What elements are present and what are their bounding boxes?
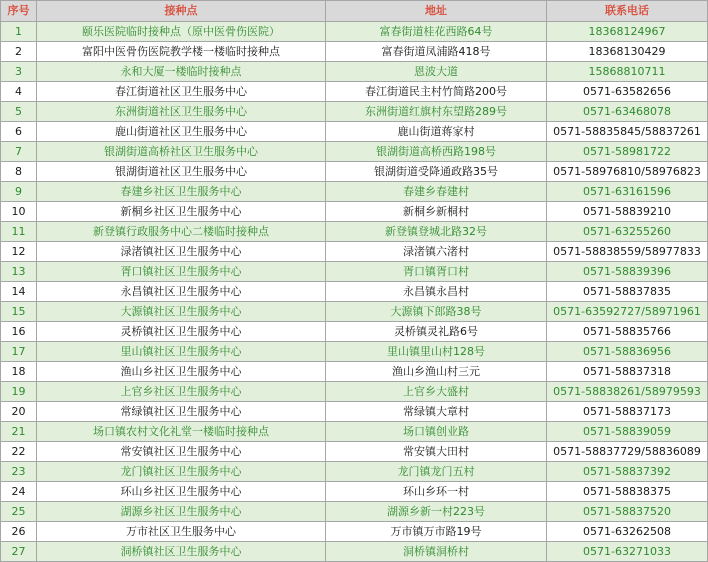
cell-site: 永和大厦一楼临时接种点 xyxy=(37,62,326,82)
cell-phone: 0571-58837392 xyxy=(547,462,708,482)
cell-site: 湖源乡社区卫生服务中心 xyxy=(37,502,326,522)
cell-index: 5 xyxy=(1,102,37,122)
cell-address: 东洲街道红旗村东望路289号 xyxy=(326,102,547,122)
table-row xyxy=(1,182,708,202)
cell-index: 12 xyxy=(1,242,37,262)
cell-site: 上官乡社区卫生服务中心 xyxy=(37,382,326,402)
table-row xyxy=(1,222,708,242)
cell-address: 大源镇下郎路38号 xyxy=(326,302,547,322)
cell-address: 银湖街道高桥西路198号 xyxy=(326,142,547,162)
cell-phone: 0571-58837318 xyxy=(547,362,708,382)
header-row xyxy=(1,1,708,22)
cell-address: 灵桥镇灵礼路6号 xyxy=(326,322,547,342)
cell-index: 1 xyxy=(1,22,37,42)
cell-address: 万市镇万市路19号 xyxy=(326,522,547,542)
cell-address: 上官乡大盛村 xyxy=(326,382,547,402)
cell-site: 渌渚镇社区卫生服务中心 xyxy=(37,242,326,262)
cell-site: 东洲街道社区卫生服务中心 xyxy=(37,102,326,122)
cell-phone: 0571-58837173 xyxy=(547,402,708,422)
cell-phone: 0571-63161596 xyxy=(547,182,708,202)
table-row xyxy=(1,462,708,482)
cell-site: 场口镇农村文化礼堂一楼临时接种点 xyxy=(37,422,326,442)
cell-index: 13 xyxy=(1,262,37,282)
header-address: 地址 xyxy=(326,1,547,22)
cell-address: 洞桥镇洞桥村 xyxy=(326,542,547,562)
cell-address: 银湖街道受降通政路35号 xyxy=(326,162,547,182)
table-row xyxy=(1,22,708,42)
table-row xyxy=(1,442,708,462)
cell-address: 渔山乡渔山村三元 xyxy=(326,362,547,382)
cell-phone: 0571-58837729/58836089 xyxy=(547,442,708,462)
table-row xyxy=(1,42,708,62)
cell-index: 9 xyxy=(1,182,37,202)
cell-address: 富春街道凤浦路418号 xyxy=(326,42,547,62)
cell-address: 春建乡春建村 xyxy=(326,182,547,202)
cell-site: 银湖街道社区卫生服务中心 xyxy=(37,162,326,182)
cell-phone: 0571-58838559/58977833 xyxy=(547,242,708,262)
cell-site: 银湖街道高桥社区卫生服务中心 xyxy=(37,142,326,162)
header-index: 序号 xyxy=(1,1,37,22)
table-row xyxy=(1,62,708,82)
cell-site: 环山乡社区卫生服务中心 xyxy=(37,482,326,502)
header-phone: 联系电话 xyxy=(547,1,708,22)
cell-index: 14 xyxy=(1,282,37,302)
cell-site: 洞桥镇社区卫生服务中心 xyxy=(37,542,326,562)
cell-site: 灵桥镇社区卫生服务中心 xyxy=(37,322,326,342)
cell-site: 万市社区卫生服务中心 xyxy=(37,522,326,542)
cell-index: 18 xyxy=(1,362,37,382)
cell-phone: 0571-58839210 xyxy=(547,202,708,222)
table-row xyxy=(1,242,708,262)
table-row xyxy=(1,282,708,302)
cell-address: 常绿镇大章村 xyxy=(326,402,547,422)
cell-index: 4 xyxy=(1,82,37,102)
header-site: 接种点 xyxy=(37,1,326,22)
cell-site: 大源镇社区卫生服务中心 xyxy=(37,302,326,322)
table-row xyxy=(1,322,708,342)
table-row xyxy=(1,262,708,282)
cell-phone: 0571-58835845/58837261 xyxy=(547,122,708,142)
cell-phone: 0571-63592727/58971961 xyxy=(547,302,708,322)
table-row xyxy=(1,102,708,122)
cell-phone: 18368124967 xyxy=(547,22,708,42)
cell-phone: 0571-58837520 xyxy=(547,502,708,522)
cell-phone: 0571-58839396 xyxy=(547,262,708,282)
cell-index: 23 xyxy=(1,462,37,482)
table-row xyxy=(1,302,708,322)
cell-phone: 0571-63262508 xyxy=(547,522,708,542)
cell-phone: 0571-58981722 xyxy=(547,142,708,162)
cell-address: 湖源乡新一村223号 xyxy=(326,502,547,522)
cell-address: 新桐乡新桐村 xyxy=(326,202,547,222)
cell-address: 龙门镇龙门五村 xyxy=(326,462,547,482)
cell-site: 富阳中医骨伤医院教学楼一楼临时接种点 xyxy=(37,42,326,62)
table-row xyxy=(1,162,708,182)
cell-index: 26 xyxy=(1,522,37,542)
cell-site: 颐乐医院临时接种点（原中医骨伤医院） xyxy=(37,22,326,42)
cell-address: 里山镇里山村128号 xyxy=(326,342,547,362)
cell-index: 3 xyxy=(1,62,37,82)
cell-index: 21 xyxy=(1,422,37,442)
table-row xyxy=(1,382,708,402)
cell-phone: 0571-58838261/58979593 xyxy=(547,382,708,402)
cell-phone: 0571-58836956 xyxy=(547,342,708,362)
cell-site: 鹿山街道社区卫生服务中心 xyxy=(37,122,326,142)
cell-site: 常绿镇社区卫生服务中心 xyxy=(37,402,326,422)
table-row xyxy=(1,142,708,162)
cell-index: 25 xyxy=(1,502,37,522)
cell-address: 恩波大道 xyxy=(326,62,547,82)
cell-index: 11 xyxy=(1,222,37,242)
cell-index: 8 xyxy=(1,162,37,182)
cell-phone: 0571-58838375 xyxy=(547,482,708,502)
table-row xyxy=(1,82,708,102)
cell-site: 春建乡社区卫生服务中心 xyxy=(37,182,326,202)
table-row xyxy=(1,202,708,222)
cell-address: 胥口镇胥口村 xyxy=(326,262,547,282)
cell-index: 27 xyxy=(1,542,37,562)
table-row xyxy=(1,482,708,502)
cell-address: 富春街道桂花西路64号 xyxy=(326,22,547,42)
cell-phone: 0571-63271033 xyxy=(547,542,708,562)
cell-index: 2 xyxy=(1,42,37,62)
cell-phone: 15868810711 xyxy=(547,62,708,82)
cell-address: 新登镇登城北路32号 xyxy=(326,222,547,242)
table-row xyxy=(1,402,708,422)
table-row xyxy=(1,122,708,142)
cell-site: 永昌镇社区卫生服务中心 xyxy=(37,282,326,302)
cell-phone: 0571-58839059 xyxy=(547,422,708,442)
table-row xyxy=(1,362,708,382)
cell-address: 鹿山街道蒋家村 xyxy=(326,122,547,142)
cell-phone: 0571-63255260 xyxy=(547,222,708,242)
cell-index: 20 xyxy=(1,402,37,422)
cell-index: 17 xyxy=(1,342,37,362)
cell-site: 新登镇行政服务中心二楼临时接种点 xyxy=(37,222,326,242)
table-row xyxy=(1,342,708,362)
cell-phone: 0571-58835766 xyxy=(547,322,708,342)
cell-address: 渌渚镇六渚村 xyxy=(326,242,547,262)
cell-site: 春江街道社区卫生服务中心 xyxy=(37,82,326,102)
cell-index: 24 xyxy=(1,482,37,502)
cell-phone: 0571-58837835 xyxy=(547,282,708,302)
cell-address: 春江街道民主村竹简路200号 xyxy=(326,82,547,102)
cell-index: 16 xyxy=(1,322,37,342)
table-row xyxy=(1,502,708,522)
table-row xyxy=(1,522,708,542)
cell-phone: 0571-63582656 xyxy=(547,82,708,102)
cell-site: 渔山乡社区卫生服务中心 xyxy=(37,362,326,382)
cell-address: 常安镇大田村 xyxy=(326,442,547,462)
cell-site: 新桐乡社区卫生服务中心 xyxy=(37,202,326,222)
cell-site: 胥口镇社区卫生服务中心 xyxy=(37,262,326,282)
cell-index: 22 xyxy=(1,442,37,462)
cell-address: 永昌镇永昌村 xyxy=(326,282,547,302)
cell-index: 15 xyxy=(1,302,37,322)
cell-site: 里山镇社区卫生服务中心 xyxy=(37,342,326,362)
cell-phone: 0571-58976810/58976823 xyxy=(547,162,708,182)
cell-address: 场口镇创业路 xyxy=(326,422,547,442)
cell-index: 10 xyxy=(1,202,37,222)
cell-index: 19 xyxy=(1,382,37,402)
cell-index: 7 xyxy=(1,142,37,162)
table-row xyxy=(1,422,708,442)
cell-phone: 18368130429 xyxy=(547,42,708,62)
cell-phone: 0571-63468078 xyxy=(547,102,708,122)
cell-site: 常安镇社区卫生服务中心 xyxy=(37,442,326,462)
cell-site: 龙门镇社区卫生服务中心 xyxy=(37,462,326,482)
cell-address: 环山乡环一村 xyxy=(326,482,547,502)
cell-index: 6 xyxy=(1,122,37,142)
